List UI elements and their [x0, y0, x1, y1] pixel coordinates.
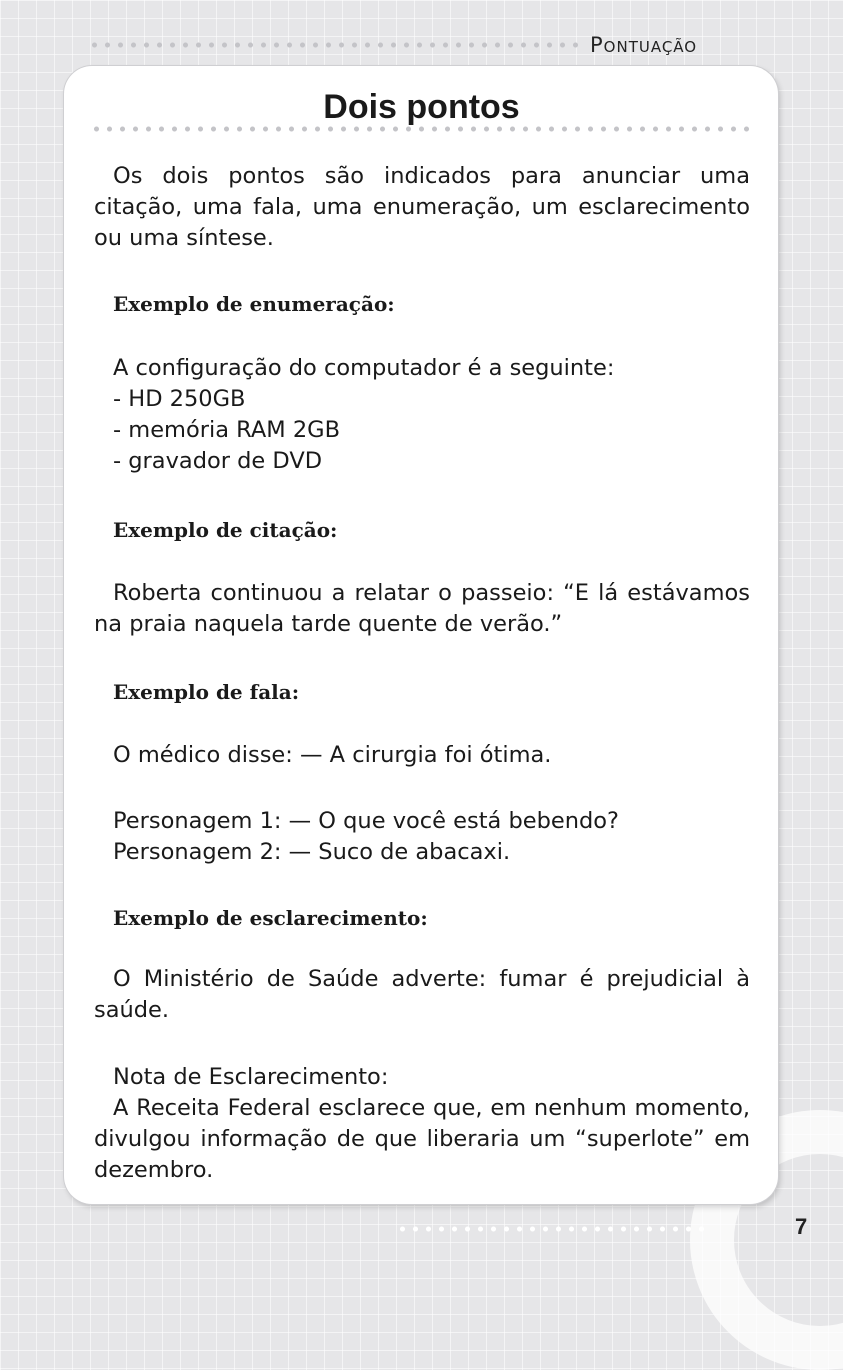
- page-title: [0, 88, 843, 127]
- page-number: 7: [795, 1214, 808, 1239]
- speech-heading: Exemplo de fala:: [113, 680, 300, 704]
- enumeration-item: - gravador de DVD: [113, 448, 323, 474]
- enumeration-item: - memória RAM 2GB: [113, 417, 341, 443]
- dialogue-line-2: Personagem 2: — Suco de abacaxi.: [113, 839, 511, 865]
- header-dot-rule: [88, 42, 578, 48]
- clarification-paragraph: O Ministério de Saúde adverte: fumar é prejudicial à saúde.: [94, 966, 750, 1023]
- intro-paragraph: Os dois pontos são indicados para anunciar uma citação, uma fala, uma enumeração, um esclarecimento ou uma síntese.: [94, 163, 750, 251]
- enumeration-example: [94, 353, 769, 477]
- enumeration-item: - HD 250GB: [113, 386, 246, 412]
- dialogue-example: [94, 806, 769, 868]
- dialogue-line-1: Personagem 1: — O que você está bebendo?: [113, 808, 619, 834]
- running-head: Pontuação: [590, 33, 698, 57]
- speech-line: O médico disse: — A cirurgia foi ótima.: [113, 742, 552, 768]
- page-title-text: Dois pontos: [319, 88, 523, 126]
- enumeration-lead: A configuração do computador é a seguinte:: [113, 355, 615, 381]
- note-paragraph: A Receita Federal esclarece que, em nenhum momento, divulgou informação de que liberaria um “superlote” em dezembro.: [94, 1095, 750, 1183]
- citation-heading: Exemplo de citação:: [113, 518, 338, 542]
- enumeration-heading: Exemplo de enumeração:: [113, 292, 395, 316]
- footer-dot-rule: [396, 1226, 706, 1232]
- citation-paragraph: Roberta continuou a relatar o passeio: “E lá estávamos na praia naquela tarde quente de verão.”: [94, 580, 750, 637]
- clarification-heading: Exemplo de esclarecimento:: [113, 906, 428, 930]
- note-title: Nota de Esclarecimento:: [113, 1064, 389, 1090]
